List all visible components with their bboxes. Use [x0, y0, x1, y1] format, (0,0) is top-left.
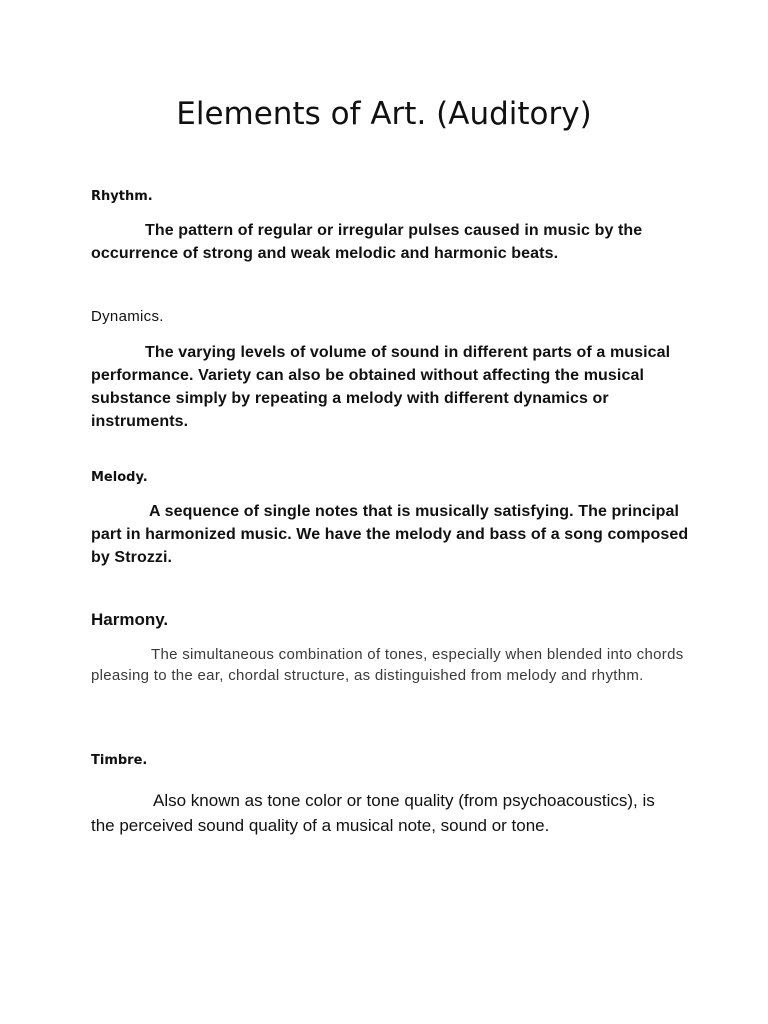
section-heading-dynamics: Dynamics. [91, 308, 164, 325]
section-heading-rhythm: Rhythm. [91, 189, 153, 204]
section-body-timbre: Also known as tone color or tone quality (from psychoacoustics), is the perceived sound quality of a musical note, sound or tone. [91, 791, 655, 835]
section-body-dynamics: The varying levels of volume of sound in different parts of a musical performance. Variety can also be obtained without affecting the musical substance simply by repeating a melody with different dynamics or instruments. [91, 344, 671, 430]
section-body-rhythm: The pattern of regular or irregular pulses caused in music by the occurrence of strong and weak melodic and harmonic beats. [91, 222, 643, 262]
section-heading-timbre: Timbre. [91, 753, 148, 768]
document-title: Elements of Art. (Auditory) [176, 96, 592, 132]
section-heading-harmony: Harmony. [91, 610, 169, 629]
section-body-melody: A sequence of single notes that is musically satisfying. The principal part in harmonized music. We have the melody and bass of a song composed by Strozzi. [91, 503, 689, 566]
section-heading-melody: Melody. [91, 470, 148, 485]
section-body-harmony: The simultaneous combination of tones, especially when blended into chords pleasing to the ear, chordal structure, as distinguished from melody and rhythm. [91, 646, 684, 684]
